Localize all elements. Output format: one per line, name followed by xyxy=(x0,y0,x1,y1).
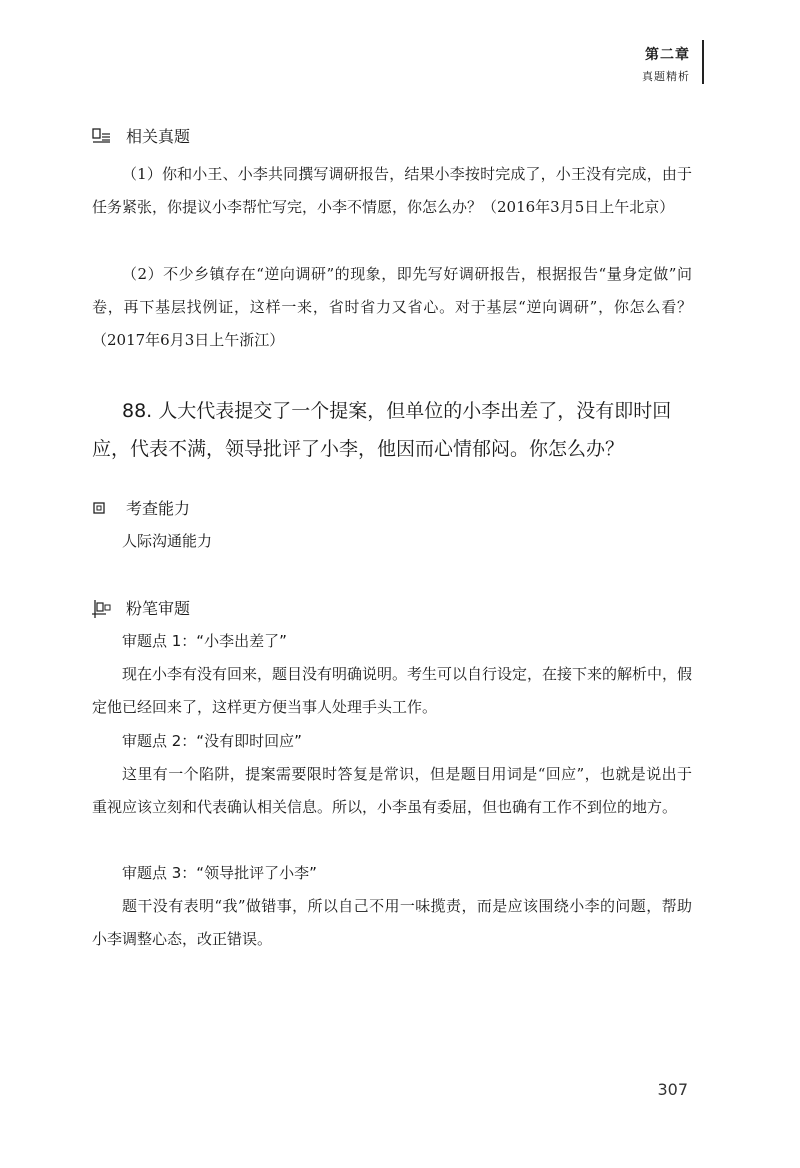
question-heading: 88. 人大代表提交了一个提案，但单位的小李出差了，没有即时回应，代表不满，领导批评了小李，他因而心情郁闷。你怎么办？ xyxy=(92,400,672,460)
analysis-point-1-text: 现在小李有没有回来，题目没有明确说明。考生可以自行设定，在接下来的解析中，假定他已经回来了，这样更方便当事人处理手头工作。 xyxy=(92,665,693,716)
ability-section-title xyxy=(92,496,190,519)
analysis-point-2-label: 审题点 2：“没有即时回应” xyxy=(122,732,302,750)
related-questions-icon xyxy=(92,128,112,144)
analysis-section-title xyxy=(92,596,190,619)
header-rule xyxy=(702,40,704,84)
analysis-point-1-label: 审题点 1：“小李出差了” xyxy=(122,632,287,650)
analysis-title-text: 粉笔审题 xyxy=(126,599,191,618)
running-header xyxy=(642,44,690,84)
analysis-icon xyxy=(92,600,112,616)
analysis-point-3-label: 审题点 3：“领导批评了小李” xyxy=(122,864,317,882)
analysis-point-2-text: 这里有一个陷阱，提案需要限时答复是常识，但是题目用词是“回应”，也就是说出于重视应该立刻和代表确认相关信息。所以，小李虽有委屈，但也确有工作不到位的地方。 xyxy=(92,765,692,816)
related-item-2: （2）不少乡镇存在“逆向调研”的现象，即先写好调研报告，根据报告“量身定做”问卷，再下基层找例证，这样一来，省时省力又省心。对于基层“逆向调研”，你怎么看？（2017年6月3日上午浙江） xyxy=(92,265,692,349)
section-label: 真题精析 xyxy=(642,70,690,83)
analysis-point-3-text: 题干没有表明“我”做错事，所以自己不用一味揽责，而是应该围绕小李的问题，帮助小李调整心态，改正错误。 xyxy=(92,897,692,948)
ability-icon xyxy=(92,500,112,516)
page-number: 307 xyxy=(657,1080,688,1099)
related-item-1: （1）你和小王、小李共同撰写调研报告，结果小李按时完成了，小王没有完成，由于任务紧张，你提议小李帮忙写完，小李不情愿，你怎么办？（2016年3月5日上午北京） xyxy=(92,165,692,216)
related-title-text: 相关真题 xyxy=(126,127,191,146)
ability-content: 人际沟通能力 xyxy=(122,532,213,550)
chapter-label: 第二章 xyxy=(645,47,690,63)
related-section-title xyxy=(92,124,190,147)
ability-title-text: 考查能力 xyxy=(126,499,191,518)
